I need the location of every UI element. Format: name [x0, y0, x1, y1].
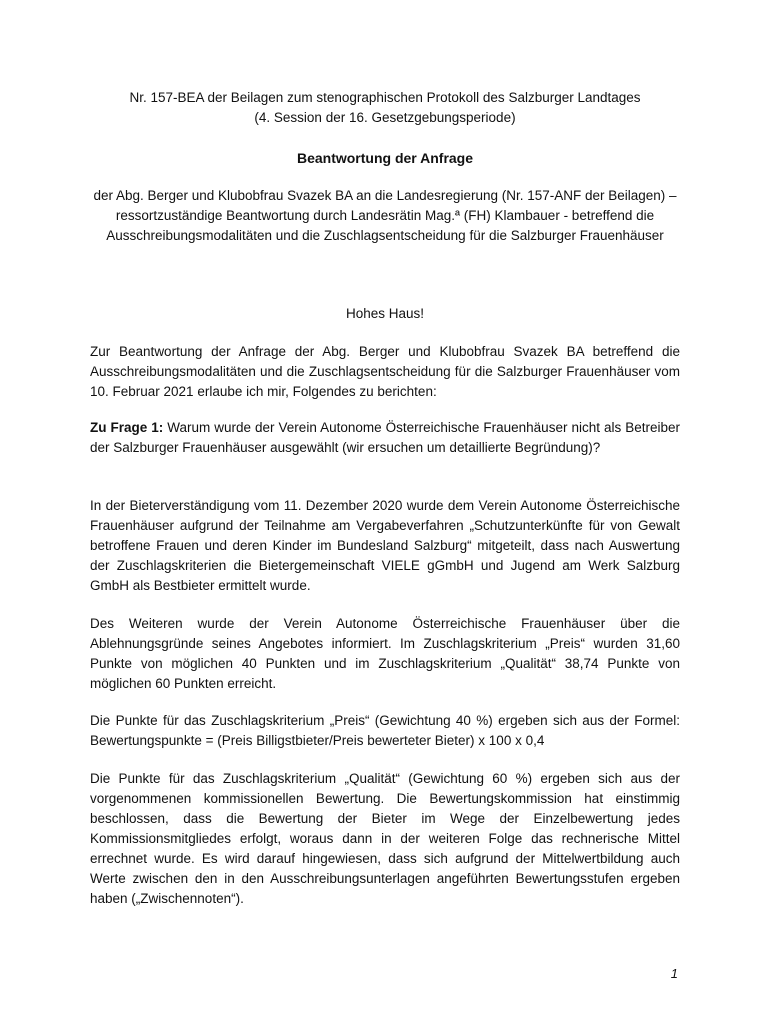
intro-paragraph: Zur Beantwortung der Anfrage der Abg. Berger und Klubobfrau Svazek BA betreffend die Ausschreibungsmodalitäten und die Zuschlagsentscheidung für die Salzburger Frauenhäuser vom 10. Februar 2021 erlaube ich mir, Folgendes zu berichten:	[90, 344, 680, 399]
answer-paragraph-4: Die Punkte für das Zuschlagskriterium „Qualität“ (Gewichtung 60 %) ergeben sich aus der vorgenommenen kommissionellen Bewertung. Die Bewertungskommission hat einstimmig beschlossen, dass die Bewertung der Bieter im Wege der Einzelbewertung jedes Kommissionsmitgliedes erfolgt, woraus dann in der weiteren Folge das rechnerische Mittel errechnet wurde. Es wird darauf hingewiesen, dass sich aufgrund der Mittelwertbildung auch Werte zwischen den in den Ausschreibungsunterlagen angeführten Bewertungsstufen ergeben haben („Zwischennoten“).	[90, 771, 680, 906]
answer-paragraph-1: In der Bieterverständigung vom 11. Dezember 2020 wurde dem Verein Autonome Österreichische Frauenhäuser aufgrund der Teilnahme am Vergabeverfahren „Schutzunterkünfte für von Gewalt betroffene Frauen und deren Kinder im Bundesland Salzburg“ mitgeteilt, dass nach Auswertung der Zuschlagskriterien die Bietergemeinschaft VIELE gGmbH und Jugend am Werk Salzburg GmbH als Bestbieter ermittelt wurde.	[90, 498, 680, 593]
document-title: Beantwortung der Anfrage	[296, 150, 474, 166]
header-line-1: Nr. 157-BEA der Beilagen zum stenographischen Protokoll des Salzburger Landtages	[129, 90, 641, 105]
page-number: 1	[670, 966, 678, 981]
document-header	[90, 88, 680, 128]
salutation: Hohes Haus!	[345, 306, 425, 321]
question-1	[90, 418, 680, 458]
answer-paragraph-3: Die Punkte für das Zuschlagskriterium „Preis“ (Gewichtung 40 %) ergeben sich aus der Formel: Bewertungspunkte = (Preis Billigstbieter/Preis bewerteter Bieter) x 100 x 0,4	[90, 713, 680, 748]
question-1-label: Zu Frage 1:	[90, 420, 164, 435]
question-1-text: Warum wurde der Verein Autonome Österreichische Frauenhäuser nicht als Betreiber der Salzburger Frauenhäuser ausgewählt (wir ersuchen um detaillierte Begründung)?	[90, 420, 680, 455]
document-subtitle: der Abg. Berger und Klubobfrau Svazek BA an die Landesregierung (Nr. 157-ANF der Beilagen) – ressortzuständige Beantwortung durch Landesrätin Mag.ª (FH) Klambauer - betreffend die Ausschreibungsmodalitäten und die Zuschlagsentscheidung für die Salzburger Frauenhäuser	[93, 188, 677, 243]
header-line-2: (4. Session der 16. Gesetzgebungsperiode)	[254, 110, 516, 125]
answer-paragraph-2: Des Weiteren wurde der Verein Autonome Österreichische Frauenhäuser über die Ablehnungsgründe seines Angebotes informiert. Im Zuschlagskriterium „Preis“ wurden 31,60 Punkte von möglichen 40 Punkten und im Zuschlagskriterium „Qualität“ 38,74 Punkte von möglichen 60 Punkten erreicht.	[90, 616, 680, 691]
